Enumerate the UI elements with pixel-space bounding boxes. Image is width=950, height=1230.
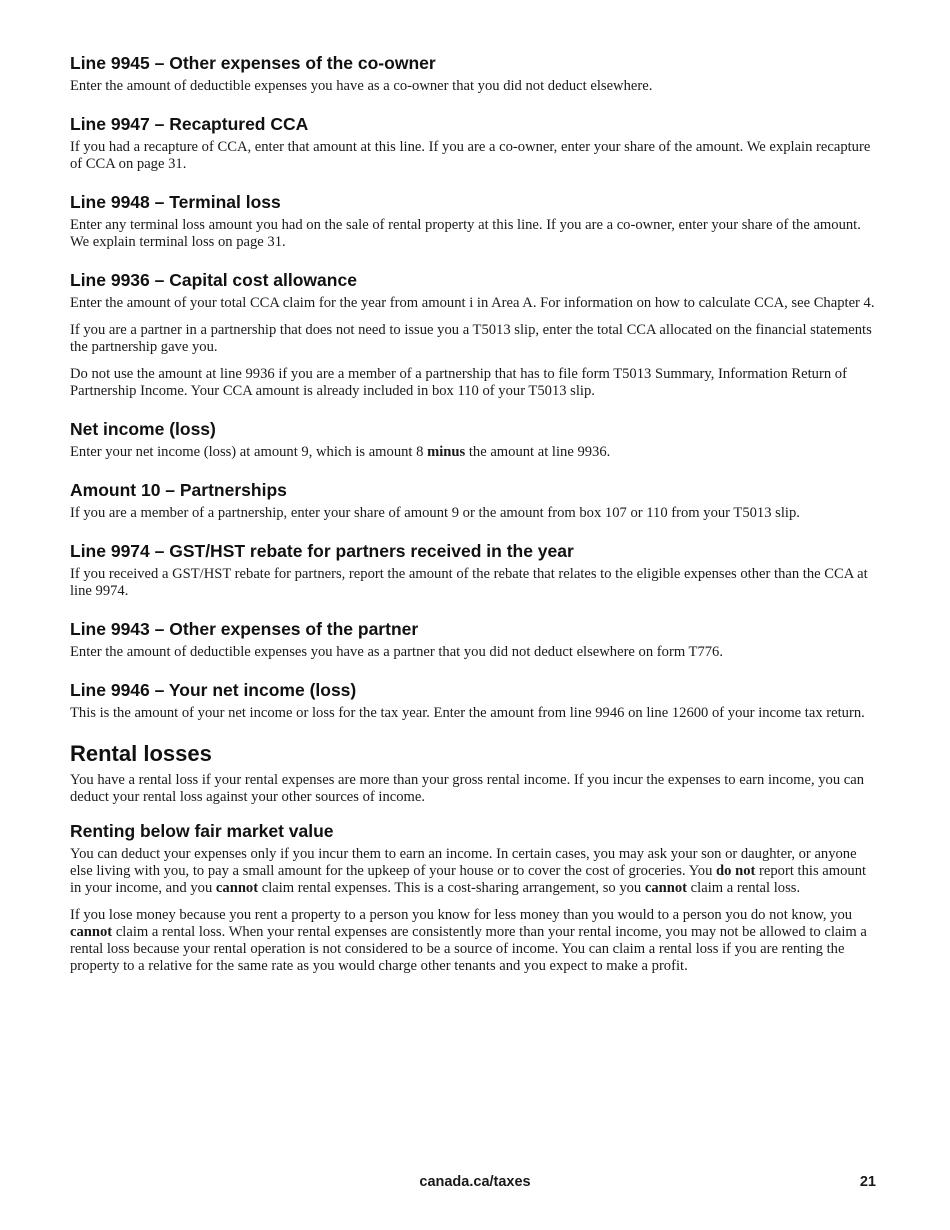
page-number: 21 [859, 1174, 876, 1190]
section-paragraph: Do not use the amount at line 9936 if you are a member of a partnership that has to file form T5013 Summary, Information Return of Partnership Income. Your CCA amount is already included in box 110 of your T5013 slip. [70, 366, 847, 399]
section-line-9947 [70, 113, 880, 173]
section-heading: Line 9948 – Terminal loss [70, 192, 281, 212]
section-paragraph: If you had a recapture of CCA, enter that amount at this line. If you are a co-owner, enter your share of the amount. We explain recapture of CCA on page 31. [70, 139, 871, 172]
section-rental-losses [70, 740, 880, 806]
page-content [70, 52, 880, 993]
section-paragraph: Enter your net income (loss) at amount 9, which is amount 8 minus the amount at line 9936. [70, 444, 611, 460]
section-heading: Line 9946 – Your net income (loss) [70, 680, 357, 700]
section-line-9974 [70, 540, 880, 600]
section-heading: Line 9945 – Other expenses of the co-owner [70, 53, 436, 73]
section-heading: Line 9943 – Other expenses of the partner [70, 619, 419, 639]
section-paragraph: You can deduct your expenses only if you incur them to earn an income. In certain cases, you may ask your son or daughter, or anyone else living with you, to pay a small amount for the upkeep of your house or to cover the cost of groceries. You do not report this amount in your income, and you cannot claim rental expenses. This is a cost-sharing arrangement, so you cannot claim a rental loss. [70, 846, 867, 896]
section-line-9936 [70, 269, 880, 400]
section-paragraph: This is the amount of your net income or loss for the tax year. Enter the amount from line 9946 on line 12600 of your income tax return. [70, 705, 865, 721]
section-paragraph: Enter the amount of deductible expenses you have as a partner that you did not deduct elsewhere on form T776. [70, 644, 724, 660]
section-net-income [70, 418, 880, 461]
section-line-9945 [70, 52, 880, 95]
section-paragraph: If you are a member of a partnership, enter your share of amount 9 or the amount from box 107 or 110 from your T5013 slip. [70, 505, 800, 521]
section-line-9943 [70, 618, 880, 661]
section-paragraph: Enter the amount of your total CCA claim for the year from amount i in Area A. For information on how to calculate CCA, see Chapter 4. [70, 295, 875, 311]
section-heading: Amount 10 – Partnerships [70, 480, 287, 500]
section-amount-10 [70, 479, 880, 522]
section-paragraph: If you are a partner in a partnership that does not need to issue you a T5013 slip, enter the total CCA allocated on the financial statements the partnership gave you. [70, 322, 872, 355]
section-renting-below-fmv [70, 820, 880, 975]
section-paragraph: If you received a GST/HST rebate for partners, report the amount of the rebate that relates to the eligible expenses other than the CCA at line 9974. [70, 566, 868, 599]
section-heading: Line 9947 – Recaptured CCA [70, 114, 309, 134]
section-paragraph: If you lose money because you rent a property to a person you know for less money than you would to a person you do not know, you cannot claim a rental loss. When your rental expenses are consistently more than your rental income, you may not be allowed to claim a rental loss because your rental operation is not considered to be a source of income. You can claim a rental loss if you are renting the property to a relative for the same rate as you would charge other tenants and you expect to make a profit. [70, 907, 867, 974]
section-line-9948 [70, 191, 880, 251]
section-heading: Renting below fair market value [70, 821, 334, 841]
section-heading: Line 9936 – Capital cost allowance [70, 270, 357, 290]
section-paragraph: Enter the amount of deductible expenses you have as a co-owner that you did not deduct elsewhere. [70, 78, 653, 94]
footer-url: canada.ca/taxes [419, 1174, 531, 1190]
section-line-9946 [70, 679, 880, 722]
section-heading: Line 9974 – GST/HST rebate for partners received in the year [70, 541, 574, 561]
section-paragraph: Enter any terminal loss amount you had on the sale of rental property at this line. If you are a co-owner, enter your share of the amount. We explain terminal loss on page 31. [70, 217, 861, 250]
section-heading: Net income (loss) [70, 419, 216, 439]
major-heading: Rental losses [70, 741, 212, 766]
section-paragraph: You have a rental loss if your rental expenses are more than your gross rental income. If you incur the expenses to earn income, you can deduct your rental loss against your other sources of income. [70, 772, 865, 805]
